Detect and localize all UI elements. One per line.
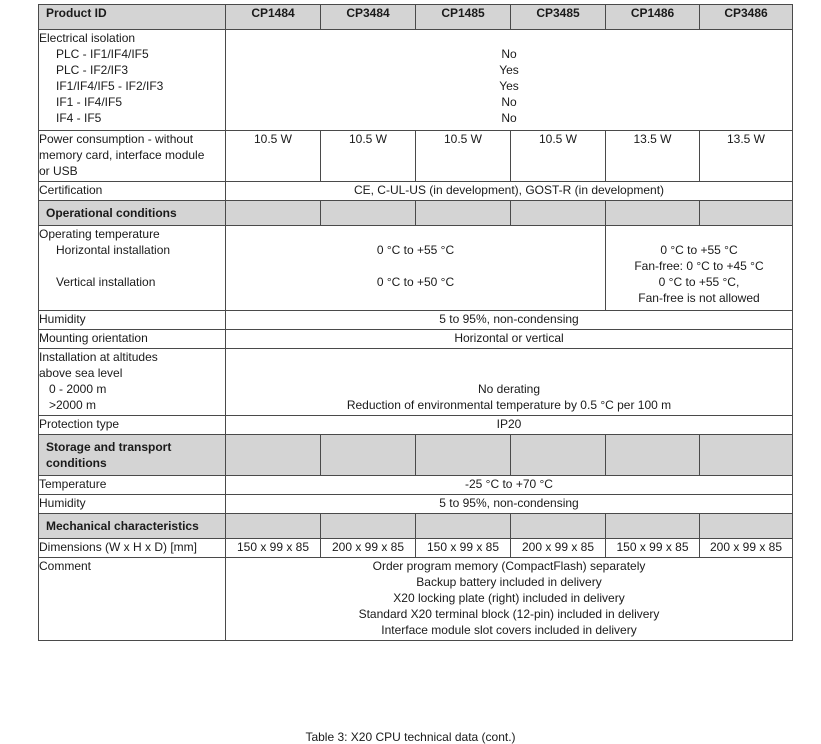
column-header: CP3485 [511,5,606,30]
value-text: No [501,47,517,61]
section-cell [700,201,793,226]
cell-value: 150 x 99 x 85 [416,539,511,558]
section-cell [226,201,321,226]
label-text: memory card, interface module [39,148,205,162]
section-cell [226,514,321,539]
value-text: X20 locking plate (right) included in delivery [393,591,625,605]
cell-value: 10.5 W [226,131,321,182]
label-text: or USB [39,164,78,178]
sub-label: IF1/IF4/IF5 - IF2/IF3 [56,79,164,93]
row-value: Horizontal or vertical [226,330,793,349]
power-consumption-row [39,131,793,182]
header-row [39,5,793,30]
certification-row [39,182,793,201]
value-text: Interface module slot covers included in delivery [381,623,637,637]
row-label [39,349,226,416]
section-cell [226,435,321,476]
sub-label: IF4 - IF5 [56,111,102,125]
section-cell [321,201,416,226]
electrical-isolation-row [39,30,793,131]
value-text: 0 °C to +55 °C, [658,275,740,289]
cell-value: 150 x 99 x 85 [606,539,700,558]
row-label: Humidity [39,311,226,330]
row-label: Comment [39,558,226,641]
section-cell [511,201,606,226]
value-text: Yes [499,79,519,93]
cell-value: 150 x 99 x 85 [226,539,321,558]
row-label [39,131,226,182]
section-cell [700,435,793,476]
label-text: Power consumption - without [39,132,194,146]
protection-type-row [39,416,793,435]
sub-label: Vertical installation [56,275,156,289]
column-header: CP1486 [606,5,700,30]
value-text: Yes [499,63,519,77]
label-text: conditions [46,456,107,470]
section-cell [416,435,511,476]
altitude-row [39,349,793,416]
sub-label: PLC - IF2/IF3 [56,63,129,77]
cell-value: 10.5 W [416,131,511,182]
sub-label: 0 - 2000 m [49,382,107,396]
row-value: IP20 [226,416,793,435]
row-value [226,30,793,131]
row-value: 5 to 95%, non-condensing [226,311,793,330]
section-cell [700,514,793,539]
section-cell [511,435,606,476]
comment-row [39,558,793,641]
cell-value: 10.5 W [321,131,416,182]
row-label [39,30,226,131]
cell-value: 200 x 99 x 85 [511,539,606,558]
row-label: Humidity [39,495,226,514]
section-row-storage [39,435,793,476]
cell-value: 13.5 W [700,131,793,182]
section-cell [416,514,511,539]
mounting-orientation-row [39,330,793,349]
section-cell [416,201,511,226]
label-text: above sea level [39,366,123,380]
row-label: Dimensions (W x H x D) [mm] [39,539,226,558]
cell-value: 10.5 W [511,131,606,182]
row-value: 5 to 95%, non-condensing [226,495,793,514]
row-value [606,226,793,311]
value-text: 0 °C to +50 °C [376,275,455,289]
sub-label: PLC - IF1/IF4/IF5 [56,47,149,61]
temperature-row [39,476,793,495]
label-text: Storage and transport [46,440,172,454]
storage-humidity-row [39,495,793,514]
section-cell [321,514,416,539]
cell-value: 13.5 W [606,131,700,182]
value-text: Fan-free is not allowed [638,291,760,305]
technical-data-table [38,4,793,641]
row-label: Certification [39,182,226,201]
section-row-operational [39,201,793,226]
label-text: Operating temperature [39,227,160,241]
value-text: Standard X20 terminal block (12-pin) included in delivery [358,607,660,621]
section-cell [511,514,606,539]
section-cell [606,201,700,226]
section-row-mechanical [39,514,793,539]
cell-value: 200 x 99 x 85 [321,539,416,558]
header-label: Product ID [39,5,226,30]
value-text: No [501,111,517,125]
value-text: 0 °C to +55 °C [660,243,738,257]
row-label: Temperature [39,476,226,495]
value-text: Reduction of environmental temperature by 0.5 °C per 100 m [346,398,672,412]
section-label [39,435,226,476]
column-header: CP3484 [321,5,416,30]
value-text: No [501,95,517,109]
section-cell [606,435,700,476]
row-label [39,226,226,311]
section-cell [606,514,700,539]
sub-label: >2000 m [49,398,97,412]
dimensions-row [39,539,793,558]
row-label: Protection type [39,416,226,435]
row-value: -25 °C to +70 °C [226,476,793,495]
section-cell [321,435,416,476]
table-caption: Table 3: X20 CPU technical data (cont.) [305,730,516,744]
value-text: 0 °C to +55 °C [376,243,455,257]
section-label: Mechanical characteristics [39,514,226,539]
row-value: CE, C-UL-US (in development), GOST-R (in development) [226,182,793,201]
column-header: CP3486 [700,5,793,30]
value-text: Order program memory (CompactFlash) separately [372,559,646,573]
column-header: CP1485 [416,5,511,30]
value-text: Backup battery included in delivery [416,575,602,589]
label-text: Electrical isolation [39,31,136,45]
sub-label: IF1 - IF4/IF5 [56,95,123,109]
operating-temperature-row [39,226,793,311]
label-text: Installation at altitudes [39,350,158,364]
row-value [226,558,793,641]
row-label: Mounting orientation [39,330,226,349]
row-value [226,349,793,416]
section-label: Operational conditions [39,201,226,226]
value-text: No derating [477,382,541,396]
humidity-row [39,311,793,330]
value-text: Fan-free: 0 °C to +45 °C [634,259,764,273]
column-header: CP1484 [226,5,321,30]
row-value [226,226,606,311]
cell-value: 200 x 99 x 85 [700,539,793,558]
sub-label: Horizontal installation [56,243,171,257]
